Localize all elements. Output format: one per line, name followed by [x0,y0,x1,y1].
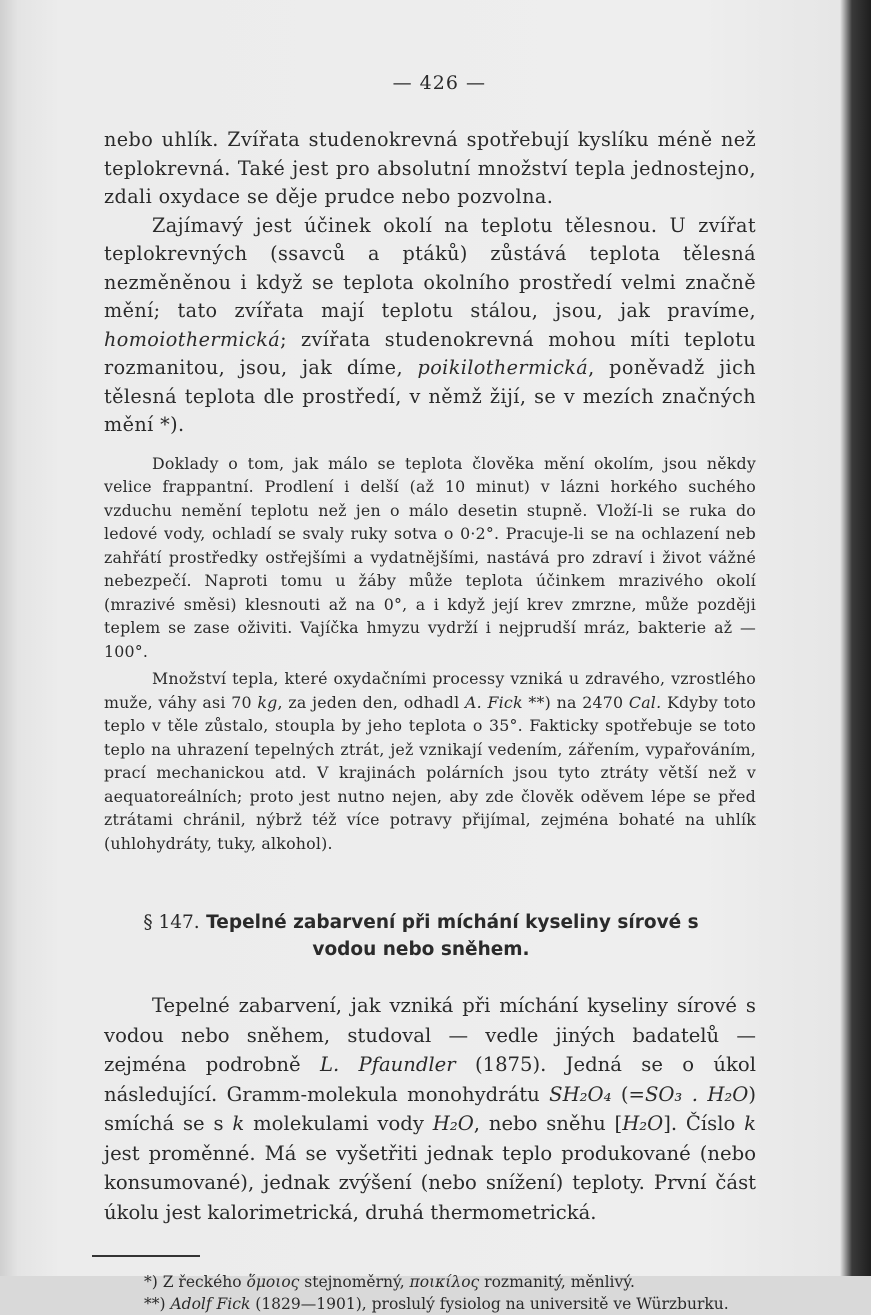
p4-text-g: Kdyby toto teplo v těle zůstalo, stoupla by jeho teplota o 35°. Fakticky spotřebuje se toto teplo na uhrazení tepelných ztrát, jež vznikají vedením, zářením, vypařováním, prací mechanickou atd. V krajinách polárních jsou tyto ztráty větší než v aequatoreálních; proto jest nutno nejen, aby zde člověk oděvem lépe se před ztrátami chránil, nýbrž též více potravy přijímal, zejména bohaté na uhlík (uhlohydráty, tuky, alkohol). [104,692,756,853]
term-homoiothermic: homoiothermická [104,327,281,351]
p4-text-e: **) na 2470 [522,692,629,712]
paragraph-1 [104,126,756,212]
p5-m: ]. Číslo [663,1112,745,1135]
paragraph-2 [104,212,756,440]
greek-homoios: ὅμοιος [246,1272,300,1291]
paragraph-3-text: Doklady o tom, jak málo se teplota člověka mění okolím, jsou někdy velice frappantní. Prodlení i delší (až 10 minut) v lázni horkého suchého vzduchu nemění teplotu než jen o málo desetin stupně. Vloží-li se ruka do ledové vody, ochladí se svaly ruky sotva o 0·2°. Pracuje-li se na ochlazení neb zahřátí prostředky ostřejšími a vydatnějšími, nastává pro zdraví i život vážné nebezpečí. Naproti tomu u žáby může teplota účinkem mrazivého okolí (mrazivé směsi) klesnouti až na 0°, a i když její krev zmrzne, může později teplem se zase oživiti. Vajíčka hmyzu vydrží i nejprudší mráz, bakterie až — 100°. [104,453,756,661]
var-k-2: k [744,1112,757,1135]
p5-c: (1875). Jedná se o úkol následující. Gramm-molekula monohydrátu [104,1053,756,1106]
formula-so3-h2o: SO₃ . H₂O [644,1082,749,1106]
fn1-e: rozmanitý, měnlivý. [479,1272,635,1291]
var-k-1: k [232,1112,245,1135]
author-pfaundler: L. Pfaundler [319,1053,456,1076]
unit-cal: Cal. [628,692,662,712]
paragraph-1-text: nebo uhlík. Zvířata studenokrevná spotřebují kyslíku méně než teplokrevná. Také jest pro absolutní množství tepla jednostejno, zdali oxydace se děje prudce nebo pozvolna. [104,128,756,208]
p5-o: jest proměnné. Má se vyšetřiti jednak teplo produkované (nebo konsumované), jednak zvýšení (nebo snížení) teploty. První část úkolu jest kalorimetrická, druhá thermometrická. [104,1141,756,1224]
p5-g: ) smíchá se s [104,1082,756,1135]
fn2-c: (1829—1901), proslulý fysiolog na universitě ve Würzburku. [250,1294,729,1313]
footnote-1 [104,1271,756,1293]
fn1-c: stejnoměrný, [299,1272,410,1291]
term-poikilothermic: poikilothermická [417,356,589,379]
formula-h2o-1: H₂O [432,1112,474,1135]
formula-h2o-2: H₂O [622,1112,664,1135]
greek-poikilos: ποικίλος [409,1272,480,1291]
footnote-rule [92,1255,200,1257]
paragraph-5 [104,991,756,1227]
unit-kg: kg [257,692,278,712]
p5-i: molekulami vody [244,1112,433,1135]
p2-text-c: ; zvířata studenokrevná mohou míti teplotu rozmanitou, jsou, jak díme, [104,327,756,379]
page-number: — 426 — [392,72,486,94]
p5-k: , nebo sněhu [ [473,1112,623,1135]
name-adolf-fick: Adolf Fick [170,1294,251,1313]
p4-text-a: Množství tepla, které oxydačními processy vzniká u zdravého, vzrostlého muže, váhy asi 70 [104,669,756,712]
p2-text-e: , poněvadž jich tělesná teplota dle prostředí, v němž žijí, se v mezích značných mění *). [104,356,756,436]
section-number: § 147. [143,912,200,933]
formula-sh2o4: SH₂O₄ [549,1082,612,1106]
fn1-a: *) Z řeckého [144,1272,247,1291]
p4-text-c: , za jeden den, odhadl [277,692,466,712]
p5-a: Tepelné zabarvení, jak vzniká při míchání kyseliny sírové s vodou nebo sněhem, studoval — vedle jiných badatelů — zejména podrobně [104,994,756,1076]
footnotes [104,1271,756,1315]
page-content [104,72,756,1315]
footnote-2 [104,1293,756,1315]
paragraph-4-small [104,667,756,855]
author-fick: A. Fick [465,692,523,712]
section-title: Tepelné zabarvení při míchání kyseliny sírové s vodou nebo sněhem. [206,912,699,960]
fn2-a: **) [144,1294,171,1313]
section-heading [104,909,756,963]
p2-text-a: Zajímavý jest účinek okolí na teplotu tělesnou. U zvířat teplokrevných (ssavců a ptáků) zůstává teplota tělesná nezměněnou i když se teplota okolního prostředí velmi značně mění; tato zvířata mají teplotu stálou, jsou, jak pravíme, [104,213,756,322]
p5-e: (= [611,1082,645,1106]
paragraph-3-small [104,452,756,664]
